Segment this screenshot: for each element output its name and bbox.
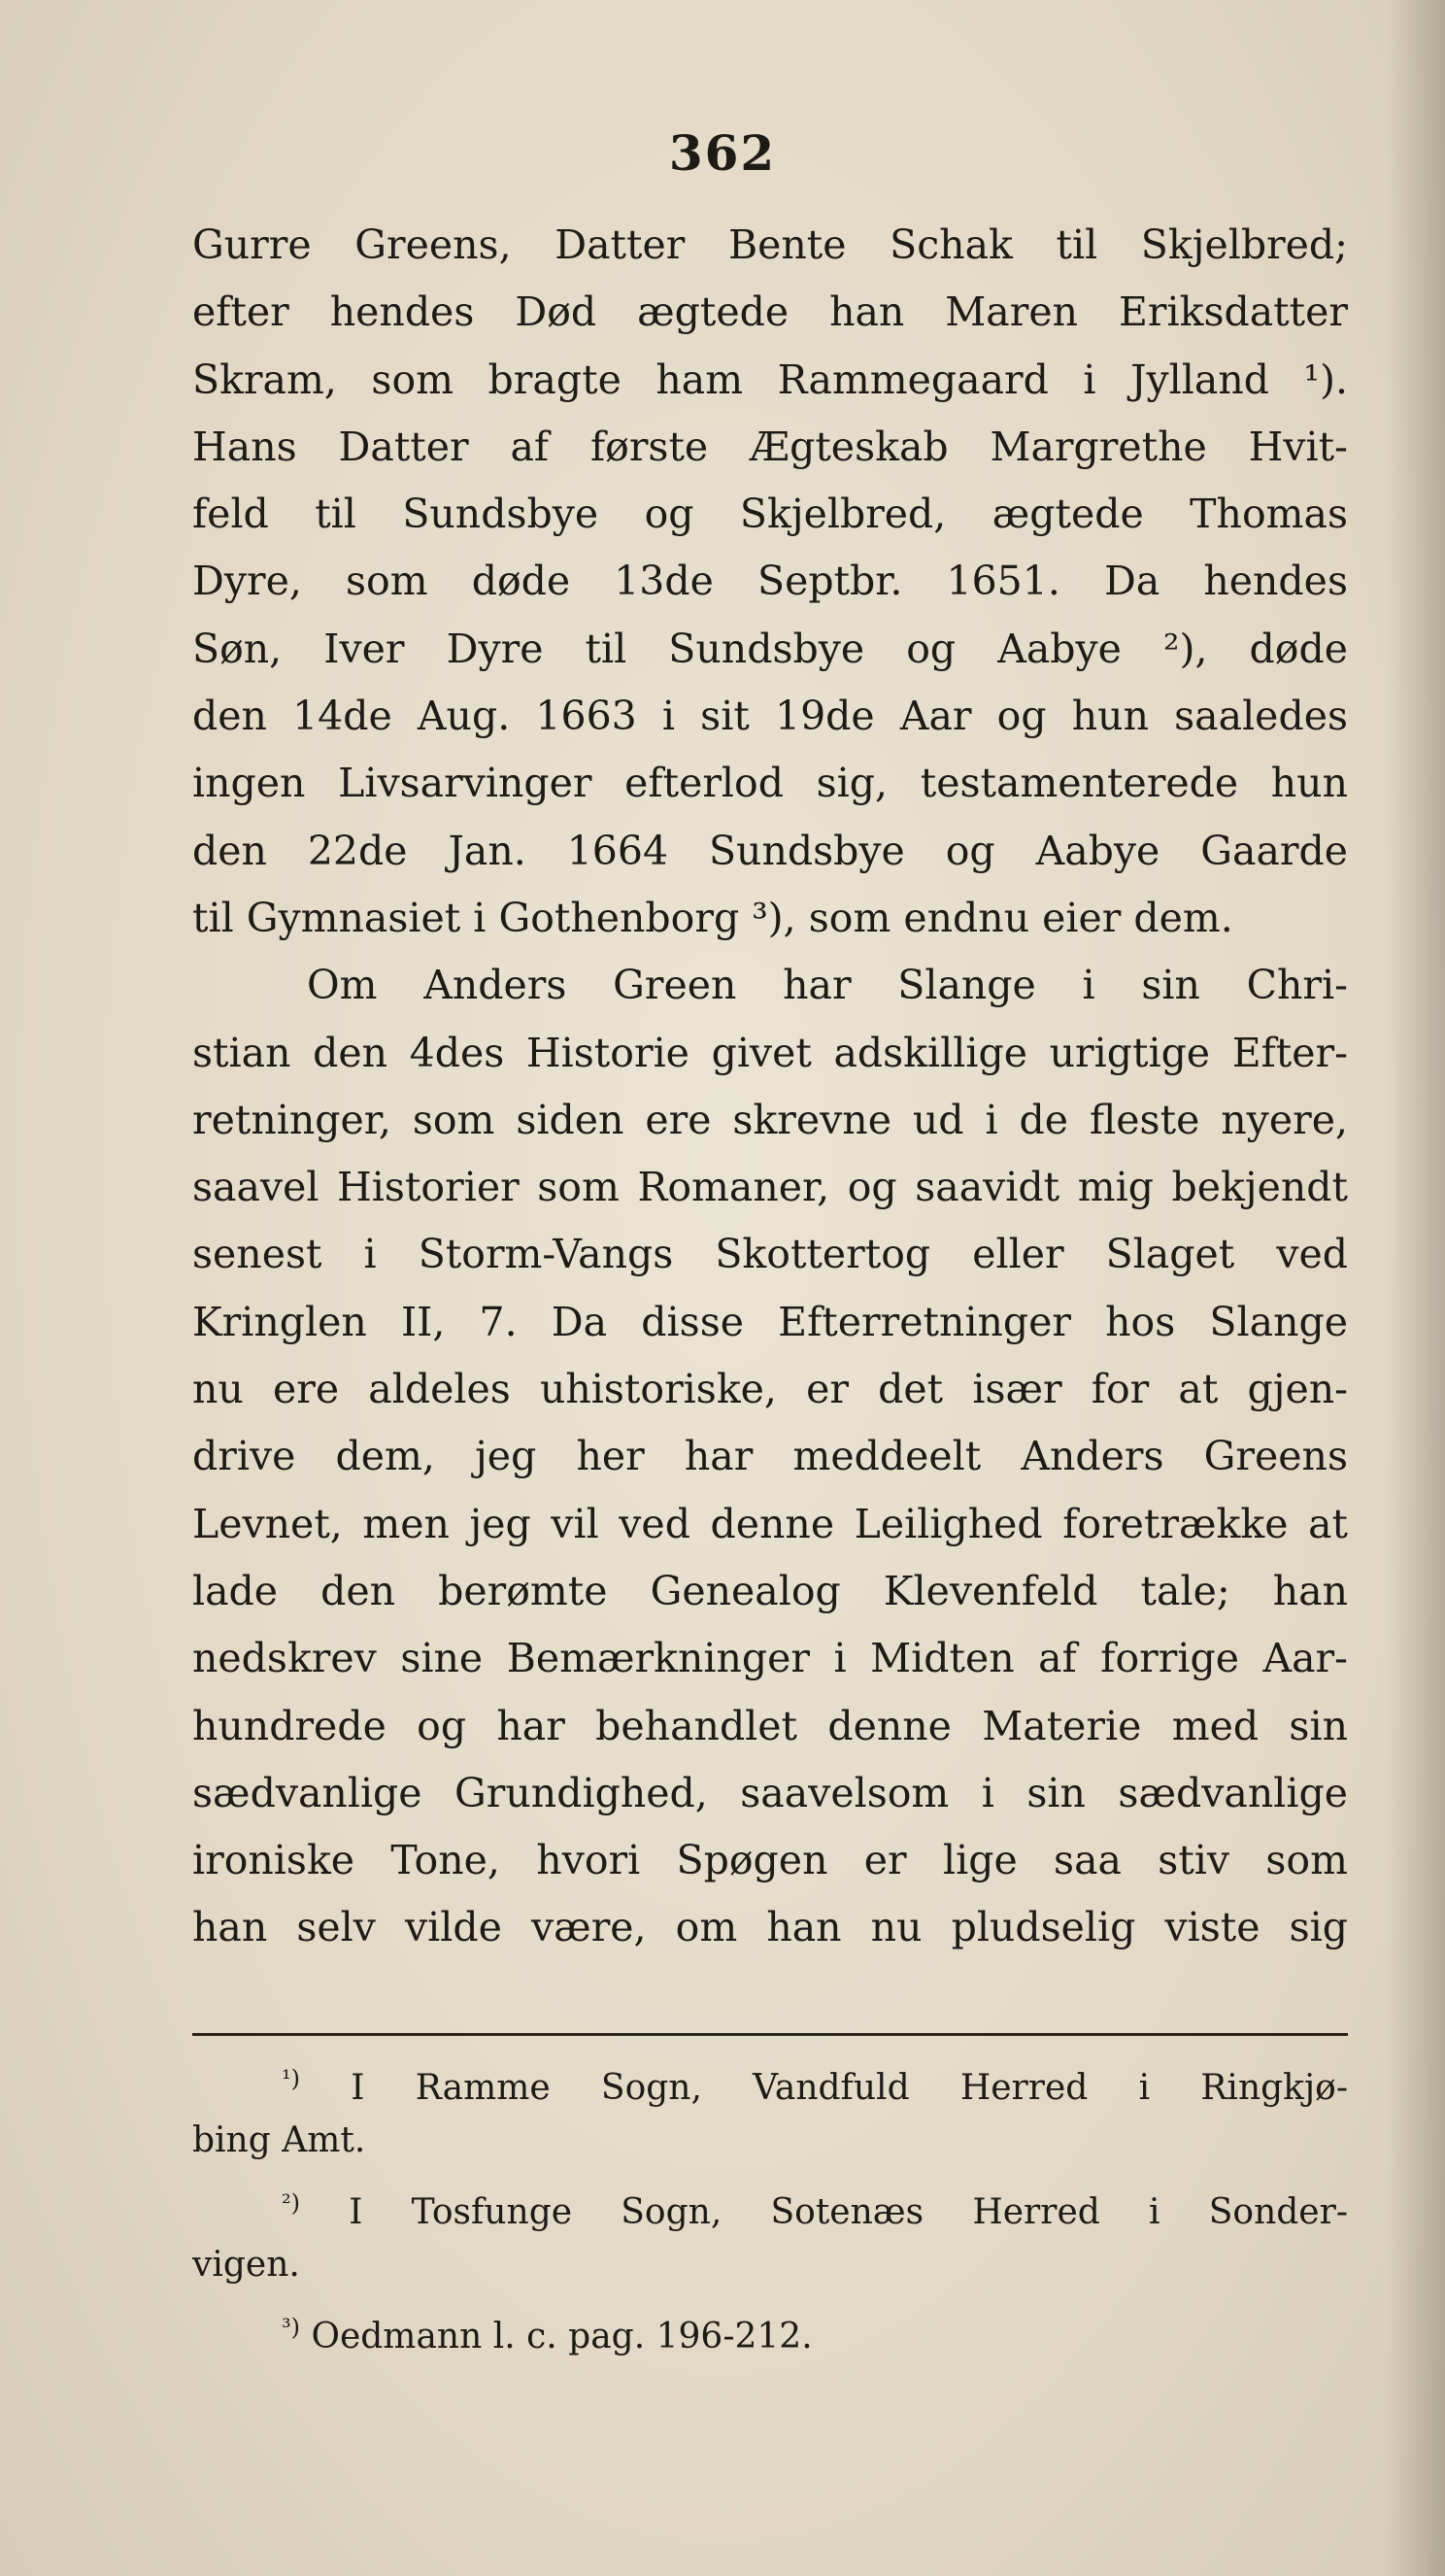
text-line: efter hendes Død ægtede han Maren Eriksdatter	[192, 288, 1348, 336]
footnote-3	[192, 2296, 1348, 2358]
page-number: 362	[668, 124, 777, 182]
text-line: Søn, Iver Dyre til Sundsbye og Aabye ²), døde	[192, 625, 1348, 672]
page-edge-shadow	[1387, 0, 1445, 2576]
footnote-marker: ²)	[282, 2189, 300, 2217]
paragraph-start-line: Om Anders Green har Slange i sin Chri-	[307, 962, 1348, 1009]
text-line: nedskrev sine Bemærkninger i Midten af forrige Aar-	[192, 1635, 1348, 1682]
footnotes	[192, 2048, 1348, 2358]
text-line: saavel Historier som Romaner, og saavidt mig bekjendt	[192, 1164, 1348, 1211]
footnote-text: I Tosfunge Sogn, Sotenæs Herred i Sonder-	[349, 2192, 1348, 2232]
footnote-divider	[192, 2033, 1348, 2036]
text-line: feld til Sundsbye og Skjelbred, ægtede Thomas	[192, 491, 1348, 538]
text-line: den 14de Aug. 1663 i sit 19de Aar og hun saaledes	[192, 693, 1348, 740]
text-line: senest i Storm-Vangs Skottertog eller Slaget ved	[192, 1231, 1348, 1278]
text-line: retninger, som siden ere skrevne ud i de fleste nyere,	[192, 1096, 1348, 1143]
body-text	[192, 212, 1348, 1962]
text-line: Levnet, men jeg vil ved denne Leilighed foretrække at	[192, 1500, 1348, 1547]
text-line: Gurre Greens, Datter Bente Schak til Skjelbred;	[192, 221, 1348, 268]
text-line: den 22de Jan. 1664 Sundsbye og Aabye Gaarde	[192, 827, 1348, 874]
text-line: Dyre, som døde 13de Septbr. 1651. Da hendes	[192, 558, 1348, 605]
text-line: Skram, som bragte ham Rammegaard i Jylland ¹).	[192, 356, 1348, 403]
text-line: lade den berømte Genealog Klevenfeld tale; han	[192, 1567, 1348, 1614]
text-line: ironiske Tone, hvori Spøgen er lige saa stiv som	[192, 1837, 1348, 1884]
text-line: sædvanlige Grundighed, saavelsom i sin sædvanlige	[192, 1769, 1348, 1816]
text-line: til Gymnasiet i Gothenborg ³), som endnu eier dem.	[192, 894, 1233, 941]
text-line: hundrede og har behandlet denne Materie med sin	[192, 1702, 1348, 1749]
text-line: Kringlen II, 7. Da disse Efterretninger hos Slange	[192, 1298, 1348, 1345]
footnote-1-continuation: bing Amt.	[192, 2120, 366, 2160]
text-line: Hans Datter af første Ægteskab Margrethe Hvit-	[192, 423, 1348, 470]
footnote-marker: ³)	[282, 2314, 300, 2341]
text-line: nu ere aldeles uhistoriske, er det især for at gjen-	[192, 1366, 1348, 1413]
footnote-text: Oedmann l. c. pag. 196-212.	[311, 2317, 813, 2356]
footnote-2	[192, 2172, 1348, 2234]
footnote-text: I Ramme Sogn, Vandfuld Herred i Ringkjø-	[351, 2068, 1348, 2108]
footnote-2-continuation: vigen.	[192, 2245, 300, 2285]
text-line: ingen Livsarvinger efterlod sig, testamenterede hun	[192, 760, 1348, 807]
footnote-marker: ¹)	[282, 2065, 300, 2092]
footnote-1	[192, 2048, 1348, 2110]
text-line: drive dem, jeg her har meddeelt Anders Greens	[192, 1433, 1348, 1480]
text-line: han selv vilde være, om han nu pludselig viste sig	[192, 1904, 1348, 1951]
text-line: stian den 4des Historie givet adskillige urigtige Efter-	[192, 1029, 1348, 1076]
